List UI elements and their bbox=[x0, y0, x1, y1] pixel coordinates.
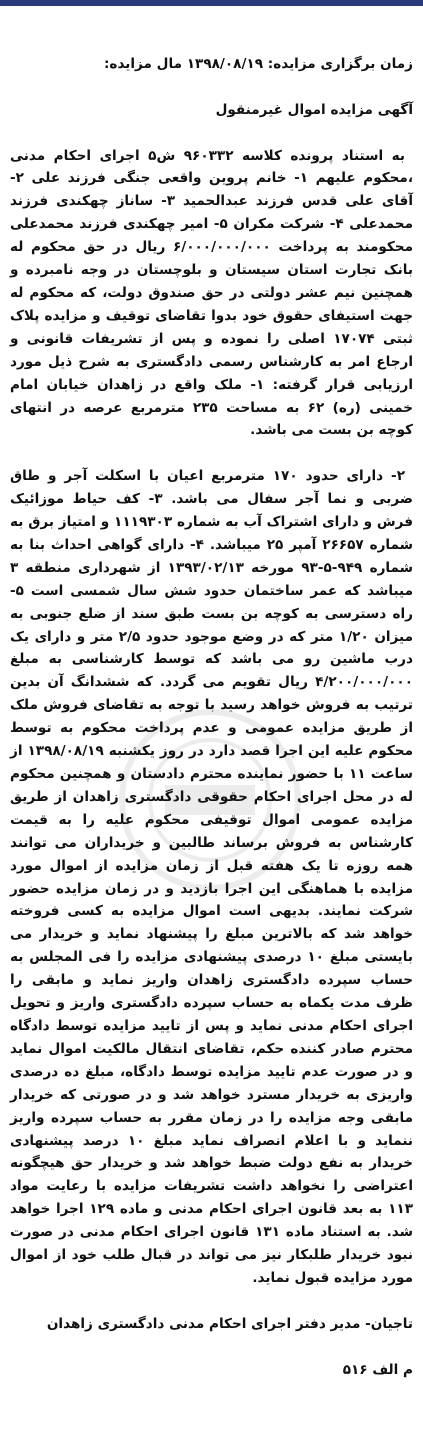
top-border-rule bbox=[0, 0, 423, 6]
notice-title: آگهی مزایده اموال غیرمنقول bbox=[215, 101, 413, 118]
auction-notice bbox=[10, 30, 413, 1432]
notice-paragraph-1: به استناد پرونده کلاسه ۹۶۰۳۳۲ ش۵ اجرای احکام مدنی ،محکوم علیهم ۱- خانم پروین واقعی جنگی فرزند علی ۲- آقای علی قدس فرزند عبدالحمید ۳- ساناز چهکندی فرزند محمدعلی ۴- شرکت مکران ۵- امیر چهکندی فرزند محمدعلی محکومند به پرداخت ۶/۰۰۰/۰۰۰/۰۰۰ ریال در حق محکوم له بانک تجارت استان سیستان و بلوچستان در وجه نامبرده و همچنین نیم عشر دولتی در حق صندوق دولت، که محکوم له جهت استیفای حقوق خود بدوا تقاضای توقیف و مزایده پلاک ثبتی ۱۷۰۷۴ اصلی را نموده و پس از تشریفات قانونی و ارجاع امر به کارشناس رسمی دادگستری به شرح ذیل مورد ارزیابی قرار گرفته: ۱- ملک واقع در زاهدان خیابان امام خمینی (ره) ۶۲ به مساحت ۲۳۵ مترمربع عرصه در انتهای کوچه بن بست می باشد. bbox=[10, 147, 414, 439]
notice-reference-code: م الف ۵۱۶ bbox=[342, 1361, 413, 1378]
auction-date-line: زمان برگزاری مزایده: ۱۳۹۸/۰۸/۱۹ مال مزایده: bbox=[103, 55, 413, 72]
notice-signature: تاجیان- مدیر دفتر اجرای احکام مدنی دادگستری زاهدان bbox=[46, 1315, 413, 1332]
notice-paragraph-2: ۲- دارای حدود ۱۷۰ مترمربع اعیان با اسکلت آجر و طاق ضربی و نما آجر سفال می باشد. ۳- کف حیاط موزائیک فرش و دارای اشتراک آب به شماره ۱۱۱۹۳۰۳ و امتیاز برق به شماره ۲۶۶۵۷ آمپر ۲۵ میباشد. ۴- دارای گواهی احداث بنا به شماره ۹۴۹-۵-۹۳ مورخه ۱۳۹۳/۰۲/۱۳ از شهرداری منطقه ۳ میباشد که عمر ساختمان حدود شش سال شمسی است ۵- راه دسترسی به کوچه بن بست طبق سند از ضلع جنوبی به میزان ۱/۲۰ متر که در وضع موجود حدود ۲/۵ متر و دارای یک درب ماشین رو می باشد که توسط کارشناسی به مبلغ ۴/۲۰۰/۰۰۰/۰۰۰ ریال تقویم می گردد. که ششدانگ آن بدین ترتیب به فروش خواهد رسید با توجه به تقاضای فروش ملک از طریق مزایده عمومی و عدم پرداخت محکوم به توسط محکوم علیه این اجرا قصد دارد در روز یکشنبه ۱۳۹۸/۰۸/۱۹ از ساعت ۱۱ با حضور نماینده محترم دادستان و همچنین محکوم له در محل اجرای احکام حقوقی دادگستری زاهدان از طریق مزایده عمومی اموال توقیفی محکوم علیه را به قیمت کارشناس به فروش برساند طالبین و خریداران می توانند همه روزه تا یک هفته قبل از زمان مزایده از اموال مورد مزایده با هماهنگی این اجرا بازدید و در زمان مزایده حضور شرکت نمایند. بدیهی است اموال مزایده به کسی فروخته خواهد شد که بالاترین مبلغ را پیشنهاد نماید و خریدار می بایستی مبلغ ۱۰ درصدی پیشنهادی مزایده را فی المجلس به حساب سپرده دادگستری زاهدان واریز نماید و مابقی را ظرف مدت یکماه به حساب سپرده دادگستری واریز و تحویل اجرای احکام مدنی نماید و پس از تایید مزایده توسط دادگاه محترم صادر کننده حکم، تقاضای انتقال مالکیت اموال نماید و در صورت عدم تایید مزایده توسط دادگاه، مبلغ ده درصدی واریزی به خریدار مسترد خواهد شد و در صورتی که خریدار مابقی وجه مزایده را در زمان مقرر به حساب سپرده واریز ننماید و با اعلام انصراف نماید مبلغ ۱۰ درصد پیشنهادی خریدار به نفع دولت ضبط خواهد شد و خریدار حق هیچگونه اعتراضی را نخواهد داشت تشریفات مزایده با رعایت مواد ۱۱۳ به بعد قانون اجرای احکام مدنی و ماده ۱۲۹ اجرا خواهد شد. به استناد ماده ۱۳۱ قانون اجرای احکام مدنی در صورت نبود خریدار طلبکار نیز می تواند در قبال طلب خود از اموال مورد مزایده قبول نماید. bbox=[10, 468, 414, 1286]
